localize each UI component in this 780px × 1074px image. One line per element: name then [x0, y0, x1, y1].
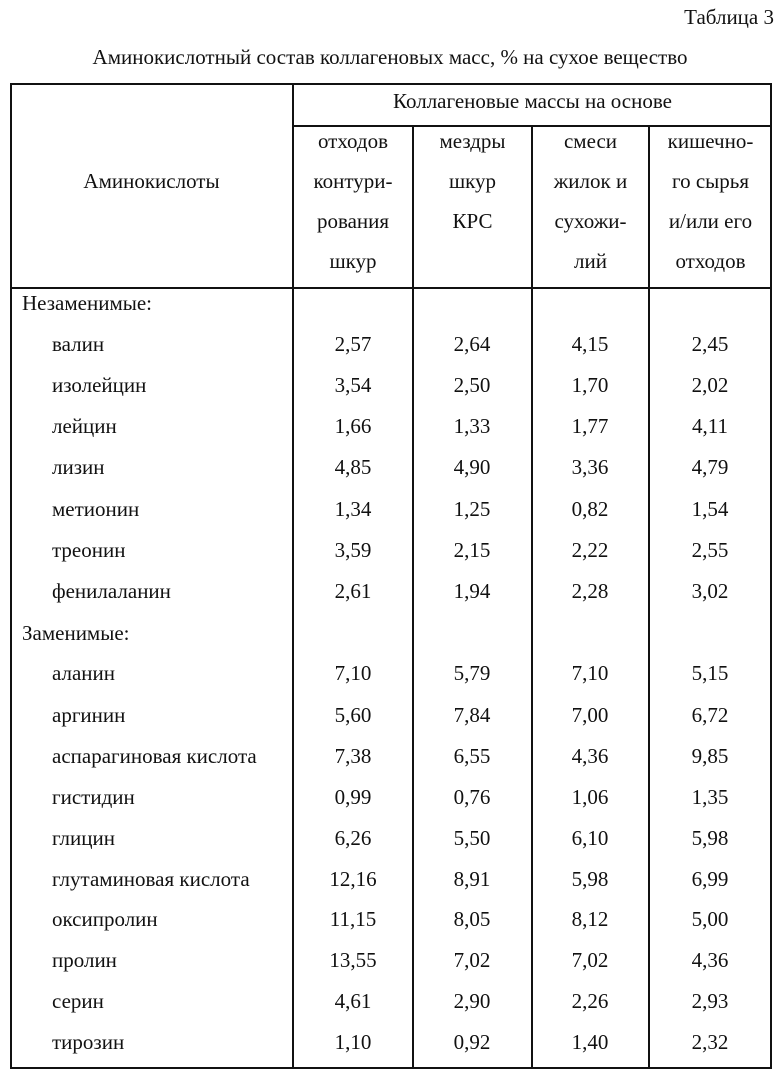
value-cell: 2,90 — [453, 989, 491, 1013]
value-cell: 8,05 — [453, 907, 491, 931]
value-cell: 6,10 — [571, 826, 609, 850]
amino-acid-name: тирозин — [52, 1030, 125, 1054]
value-cell: 4,15 — [571, 332, 609, 356]
value-cell: 0,82 — [571, 497, 609, 521]
value-cell: 4,36 — [691, 948, 729, 972]
vertical-rule-col-2 — [412, 126, 414, 1068]
value-cell: 6,55 — [453, 744, 491, 768]
value-cell: 0,99 — [334, 785, 372, 809]
value-cell: 5,98 — [571, 867, 609, 891]
value-cell: 4,61 — [334, 989, 372, 1013]
value-cell: 3,02 — [691, 579, 729, 603]
value-cell: 1,25 — [453, 497, 491, 521]
value-cell: 1,06 — [571, 785, 609, 809]
value-cell: 2,93 — [691, 989, 729, 1013]
value-cell: 9,85 — [691, 744, 729, 768]
value-cell: 11,15 — [329, 907, 377, 931]
value-cell: 7,10 — [334, 661, 372, 685]
table-title: Аминокислотный состав коллагеновых масс, % на сухое вещество — [92, 45, 688, 69]
value-cell: 5,15 — [691, 661, 729, 685]
column-header-2: мездры шкур КРС — [439, 129, 506, 233]
value-cell: 1,66 — [334, 414, 372, 438]
amino-acid-name: лизин — [52, 455, 105, 479]
value-cell: 1,10 — [334, 1030, 372, 1054]
amino-acid-name: глицин — [52, 826, 115, 850]
value-cell: 0,92 — [453, 1030, 491, 1054]
value-cell: 13,55 — [329, 948, 377, 972]
group-label-nonessential: Заменимые: — [22, 621, 130, 645]
value-cell: 1,77 — [571, 414, 609, 438]
column-header-4: кишечно- го сырья и/или его отходов — [667, 129, 754, 273]
table-number: Таблица 3 — [684, 5, 774, 29]
amino-acid-name: гистидин — [52, 785, 135, 809]
value-cell: 7,38 — [334, 744, 372, 768]
value-cell: 2,26 — [571, 989, 609, 1013]
value-cell: 6,72 — [691, 703, 729, 727]
amino-acid-name: аспарагиновая кислота — [52, 744, 257, 768]
value-cell: 2,15 — [453, 538, 491, 562]
value-cell: 12,16 — [329, 867, 377, 891]
value-cell: 2,32 — [691, 1030, 729, 1054]
value-cell: 1,70 — [571, 373, 609, 397]
value-cell: 3,59 — [334, 538, 372, 562]
value-cell: 2,55 — [691, 538, 729, 562]
column-header-3: смеси жилок и сухожи- лий — [553, 129, 628, 273]
value-cell: 5,00 — [691, 907, 729, 931]
amino-acid-name: серин — [52, 989, 104, 1013]
value-cell: 6,26 — [334, 826, 372, 850]
value-cell: 2,28 — [571, 579, 609, 603]
column-header-1: отходов контури- рования шкур — [313, 129, 393, 273]
value-cell: 5,98 — [691, 826, 729, 850]
group-header: Коллагеновые массы на основе — [393, 89, 672, 113]
value-cell: 1,54 — [691, 497, 729, 521]
amino-acid-name: лейцин — [52, 414, 117, 438]
value-cell: 8,12 — [571, 907, 609, 931]
value-cell: 2,64 — [453, 332, 491, 356]
amino-acid-name: фенилаланин — [52, 579, 171, 603]
value-cell: 5,79 — [453, 661, 491, 685]
value-cell: 7,02 — [453, 948, 491, 972]
value-cell: 4,11 — [692, 414, 728, 438]
horizontal-rule-header-bottom — [11, 287, 771, 289]
value-cell: 7,84 — [453, 703, 491, 727]
value-cell: 6,99 — [691, 867, 729, 891]
value-cell: 5,50 — [453, 826, 491, 850]
amino-acid-name: валин — [52, 332, 105, 356]
value-cell: 1,35 — [691, 785, 729, 809]
value-cell: 4,85 — [334, 455, 372, 479]
value-cell: 5,60 — [334, 703, 372, 727]
amino-acid-name: изолейцин — [52, 373, 147, 397]
value-cell: 7,00 — [571, 703, 609, 727]
value-cell: 3,36 — [571, 455, 609, 479]
amino-acid-name: метионин — [52, 497, 140, 521]
value-cell: 1,94 — [453, 579, 491, 603]
value-cell: 7,10 — [571, 661, 609, 685]
value-cell: 2,22 — [571, 538, 609, 562]
amino-acid-name: оксипролин — [52, 907, 158, 931]
value-cell: 2,57 — [334, 332, 372, 356]
row-header: Аминокислоты — [83, 169, 220, 193]
value-cell: 4,90 — [453, 455, 491, 479]
value-cell: 7,02 — [571, 948, 609, 972]
value-cell: 1,34 — [334, 497, 372, 521]
amino-acid-name: глутаминовая кислота — [52, 867, 250, 891]
amino-acid-name: пролин — [52, 948, 117, 972]
amino-acid-name: аргинин — [52, 703, 126, 727]
value-cell: 4,36 — [571, 744, 609, 768]
value-cell: 1,33 — [453, 414, 491, 438]
value-cell: 3,54 — [334, 373, 372, 397]
amino-acid-name: треонин — [52, 538, 126, 562]
value-cell: 1,40 — [571, 1030, 609, 1054]
value-cell: 2,45 — [691, 332, 729, 356]
value-cell: 4,79 — [691, 455, 729, 479]
value-cell: 2,02 — [691, 373, 729, 397]
value-cell: 8,91 — [453, 867, 491, 891]
value-cell: 2,61 — [334, 579, 372, 603]
amino-acid-name: аланин — [52, 661, 116, 685]
value-cell: 2,50 — [453, 373, 491, 397]
value-cell: 0,76 — [453, 785, 491, 809]
group-label-essential: Незаменимые: — [22, 291, 152, 315]
